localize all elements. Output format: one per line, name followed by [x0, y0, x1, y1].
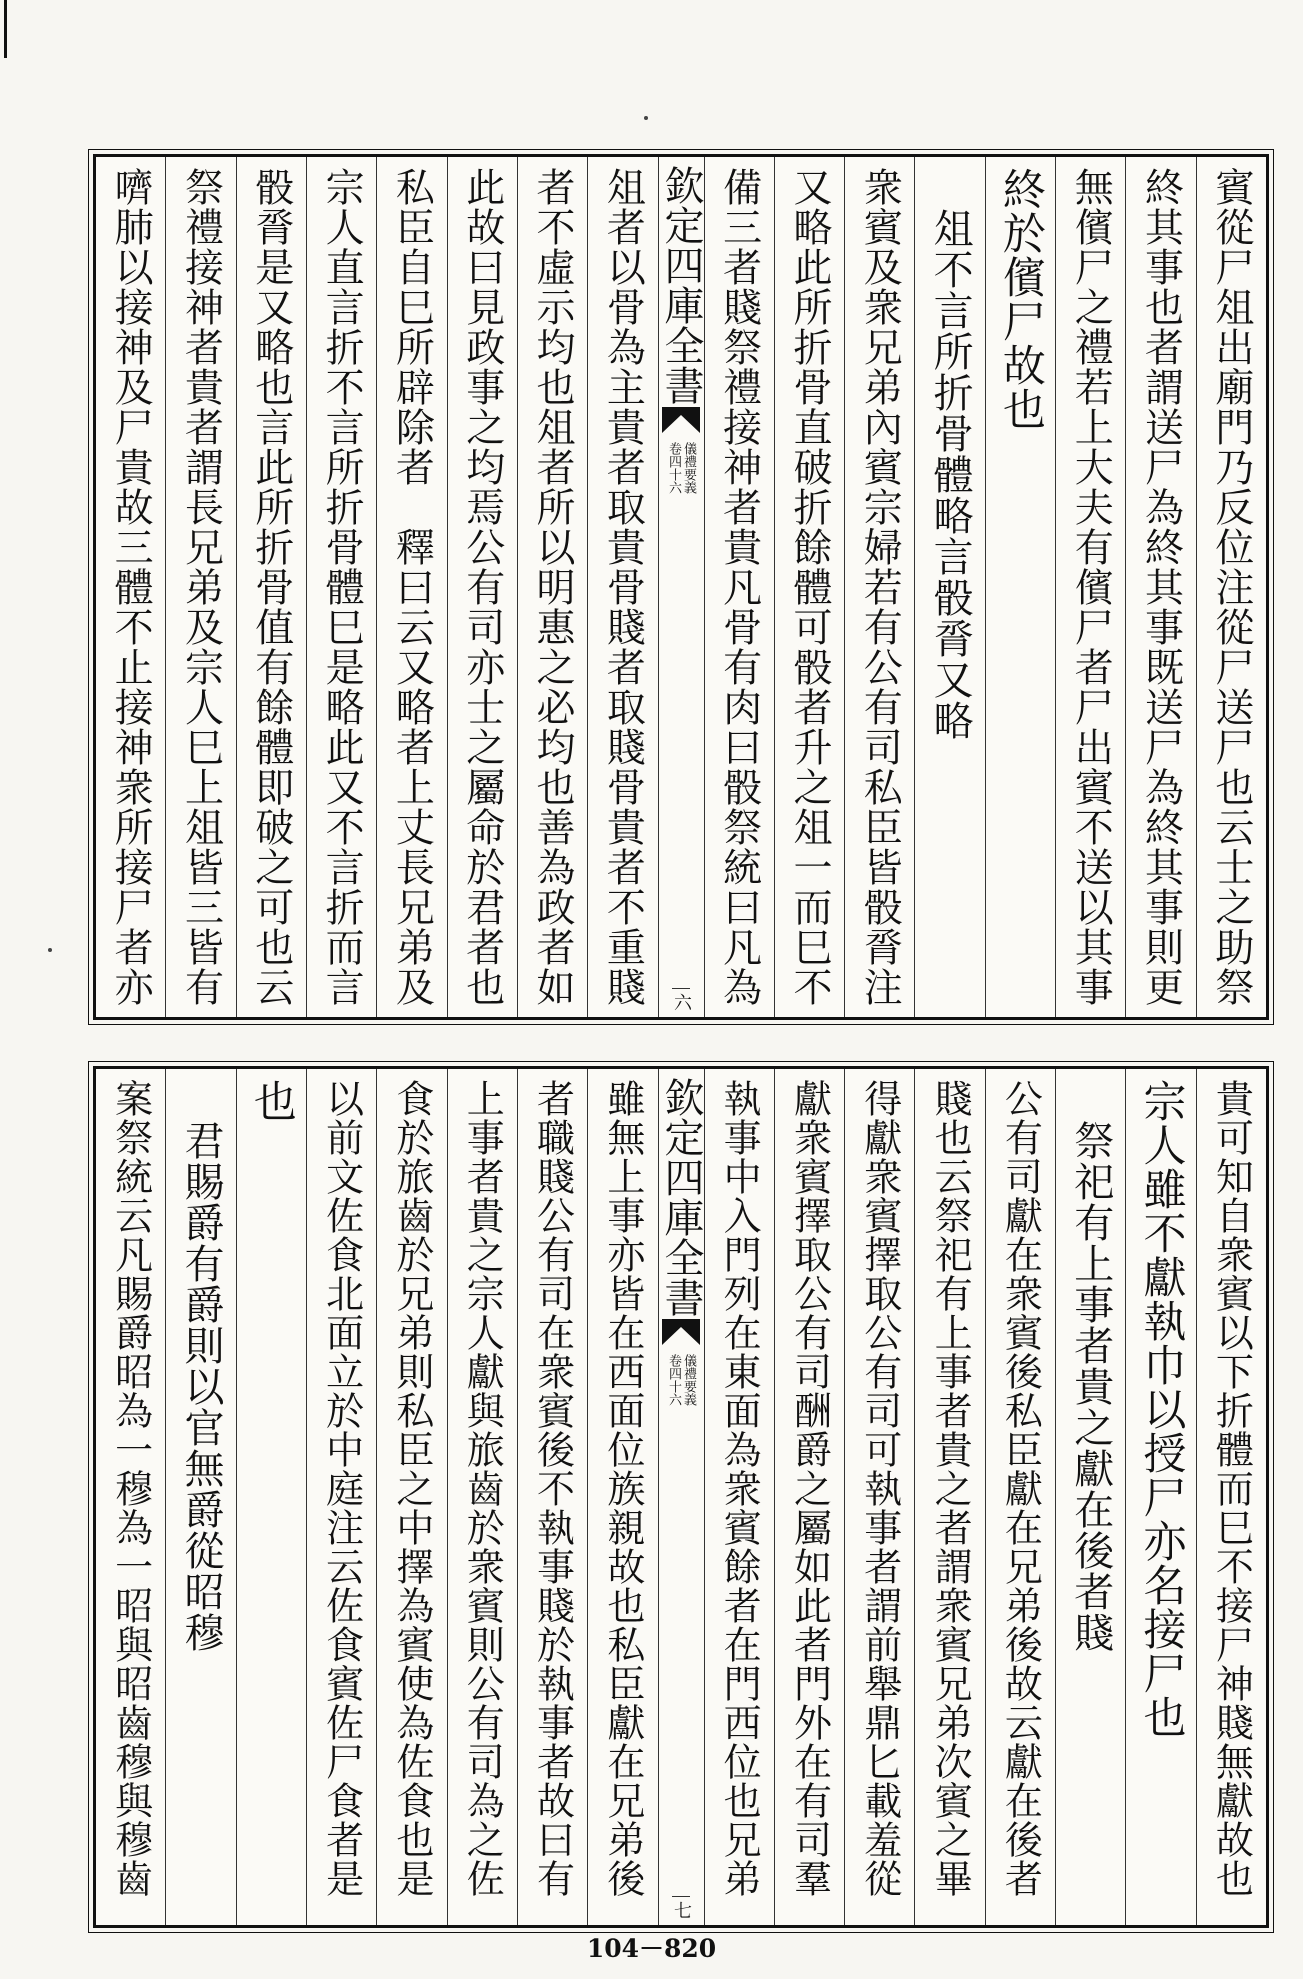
column-text: 備三者賤祭禮接神者貴凡骨有肉曰骰祭統曰凡為: [716, 167, 762, 1007]
text-column: [236, 157, 306, 1017]
text-column: [844, 1069, 914, 1925]
annotation-text: 俎不言所折骨體略言骰脀又略: [927, 167, 974, 741]
text-column: [704, 1069, 774, 1925]
text-column: [517, 1069, 587, 1925]
text-column: [165, 157, 235, 1017]
book-title: 儀禮要義: [681, 442, 696, 494]
page-number: 104－820: [586, 1934, 717, 1963]
leaf-number: 七: [672, 1896, 690, 1919]
annotation-text: 祭祀有上事者貴之獻在後者賤: [1067, 1079, 1114, 1653]
text-column: [704, 157, 774, 1017]
bottom-columns: [96, 1069, 1266, 1925]
text-column: [1196, 157, 1266, 1017]
text-column: [517, 157, 587, 1017]
column-text: 此故曰見政事之均焉公有司亦士之屬命於君者也: [459, 167, 505, 1007]
column-text: 俎者以骨為主貴者取貴骨賤者取賤骨貴者不重賤: [600, 167, 646, 1007]
top-page-panel: [93, 154, 1269, 1020]
top-columns: [96, 157, 1266, 1017]
column-text: 賤也云祭祀有上事者貴之者謂衆賓兄弟次賓之畢: [928, 1079, 973, 1898]
column-text: 又略此所折骨直破折餘體可骰者升之俎一而巳不: [786, 167, 832, 1007]
column-text: 雖無上事亦皆在西面位族親故也私臣獻在兄弟後: [600, 1079, 645, 1898]
column-text: 衆賓及衆兄弟內賓宗婦若有公有司私臣皆骰脀注: [857, 167, 903, 1007]
book-info: [667, 442, 695, 494]
text-column: [96, 157, 165, 1017]
text-column: [165, 1069, 235, 1925]
column-text: 獻衆賓擇取公有司酬爵之屬如此者門外在有司羣: [787, 1079, 832, 1898]
center-fold: [658, 157, 704, 1017]
volume-number: 卷四十六: [666, 442, 681, 494]
column-text: 食於旅齒於兄弟則私臣之中擇為賓使為佐食也是: [389, 1079, 434, 1898]
column-text: 賓從尸俎出廟門乃反位注從尸送尸也云士之助祭: [1208, 167, 1254, 1007]
column-text: 者不虛示均也俎者所以明惠之必均也善為政者如: [530, 167, 576, 1007]
column-text: 案祭統云凡賜爵昭為一穆為一昭與昭齒穆與穆齒: [108, 1079, 153, 1898]
text-column: [376, 1069, 446, 1925]
text-column: [1055, 157, 1125, 1017]
column-text: 上事者貴之宗人獻與旅齒於衆賓則公有司為之佐: [460, 1079, 505, 1898]
text-column: [1055, 1069, 1125, 1925]
column-text: 終其事也者謂送尸為終其事既送尸為終其事則更: [1138, 167, 1184, 1007]
annotation-text: 君賜爵有爵則以官無爵從昭穆: [177, 1079, 224, 1653]
text-column: [376, 157, 446, 1017]
speck: [644, 116, 648, 120]
collection-title: 欽定四庫全書: [658, 1077, 704, 1317]
text-column: [587, 157, 657, 1017]
text-column: [1196, 1069, 1266, 1925]
column-text: 無儐尸之禮若上大夫有儐尸者尸出賓不送以其事: [1068, 167, 1114, 1007]
column-text: 公有司獻在衆賓後私臣獻在兄弟後故云獻在後者: [998, 1079, 1043, 1898]
volume-number: 卷四十六: [666, 1354, 681, 1406]
text-column: [774, 1069, 844, 1925]
book-info: [667, 1354, 695, 1406]
text-column: [1125, 1069, 1195, 1925]
leaf-number: 六: [672, 988, 690, 1011]
bottom-page-panel: [93, 1066, 1269, 1928]
column-text: 私臣自巳所辟除者 釋曰云又略者上丈長兄弟及: [389, 167, 435, 1007]
column-text: 貴可知自衆賓以下折體而巳不接尸神賤無獻故也: [1209, 1079, 1254, 1898]
column-text: 宗人雖不獻執巾以授尸亦名接尸也: [1136, 1079, 1187, 1739]
column-text: 骰脀是又略也言此所折骨值有餘體即破之可也云: [248, 167, 294, 1007]
column-text: 得獻衆賓擇取公有司可執事者謂前舉鼎匕載羞從: [857, 1079, 902, 1898]
text-column: [914, 157, 984, 1017]
text-column: [236, 1069, 306, 1925]
column-text: 者職賤公有司在衆賓後不執事賤於執事者故曰有: [530, 1079, 575, 1898]
column-text: 終於儐尸故也: [995, 167, 1046, 431]
text-column: [587, 1069, 657, 1925]
text-column: [96, 1069, 165, 1925]
margin-mark: [4, 0, 7, 58]
text-column: [774, 157, 844, 1017]
text-column: [844, 157, 914, 1017]
center-fold: [658, 1069, 704, 1925]
text-column: [985, 1069, 1055, 1925]
text-column: [1125, 157, 1195, 1017]
column-text: 執事中入門列在東面為衆賓餘者在門西位也兄弟: [717, 1079, 762, 1898]
column-text: 祭禮接神者貴者謂長兄弟及宗人巳上俎皆三皆有: [178, 167, 224, 1007]
book-title: 儀禮要義: [681, 1354, 696, 1406]
column-text: 也: [246, 1079, 297, 1123]
column-text: 以前文佐食北面立於中庭注云佐食賓佐尸食者是: [319, 1079, 364, 1898]
text-column: [306, 1069, 376, 1925]
text-column: [985, 157, 1055, 1017]
text-column: [447, 1069, 517, 1925]
collection-title: 欽定四庫全書: [658, 165, 704, 405]
column-text: 宗人直言折不言所折骨體巳是略此又不言折而言: [319, 167, 365, 1007]
text-column: [306, 157, 376, 1017]
fish-tail-mark-icon: [662, 407, 700, 433]
speck: [48, 948, 52, 952]
text-column: [447, 157, 517, 1017]
fish-tail-mark-icon: [662, 1319, 700, 1345]
column-text: 嚌肺以接神及尸貴故三體不止接神衆所接尸者亦: [108, 167, 154, 1007]
text-column: [914, 1069, 984, 1925]
